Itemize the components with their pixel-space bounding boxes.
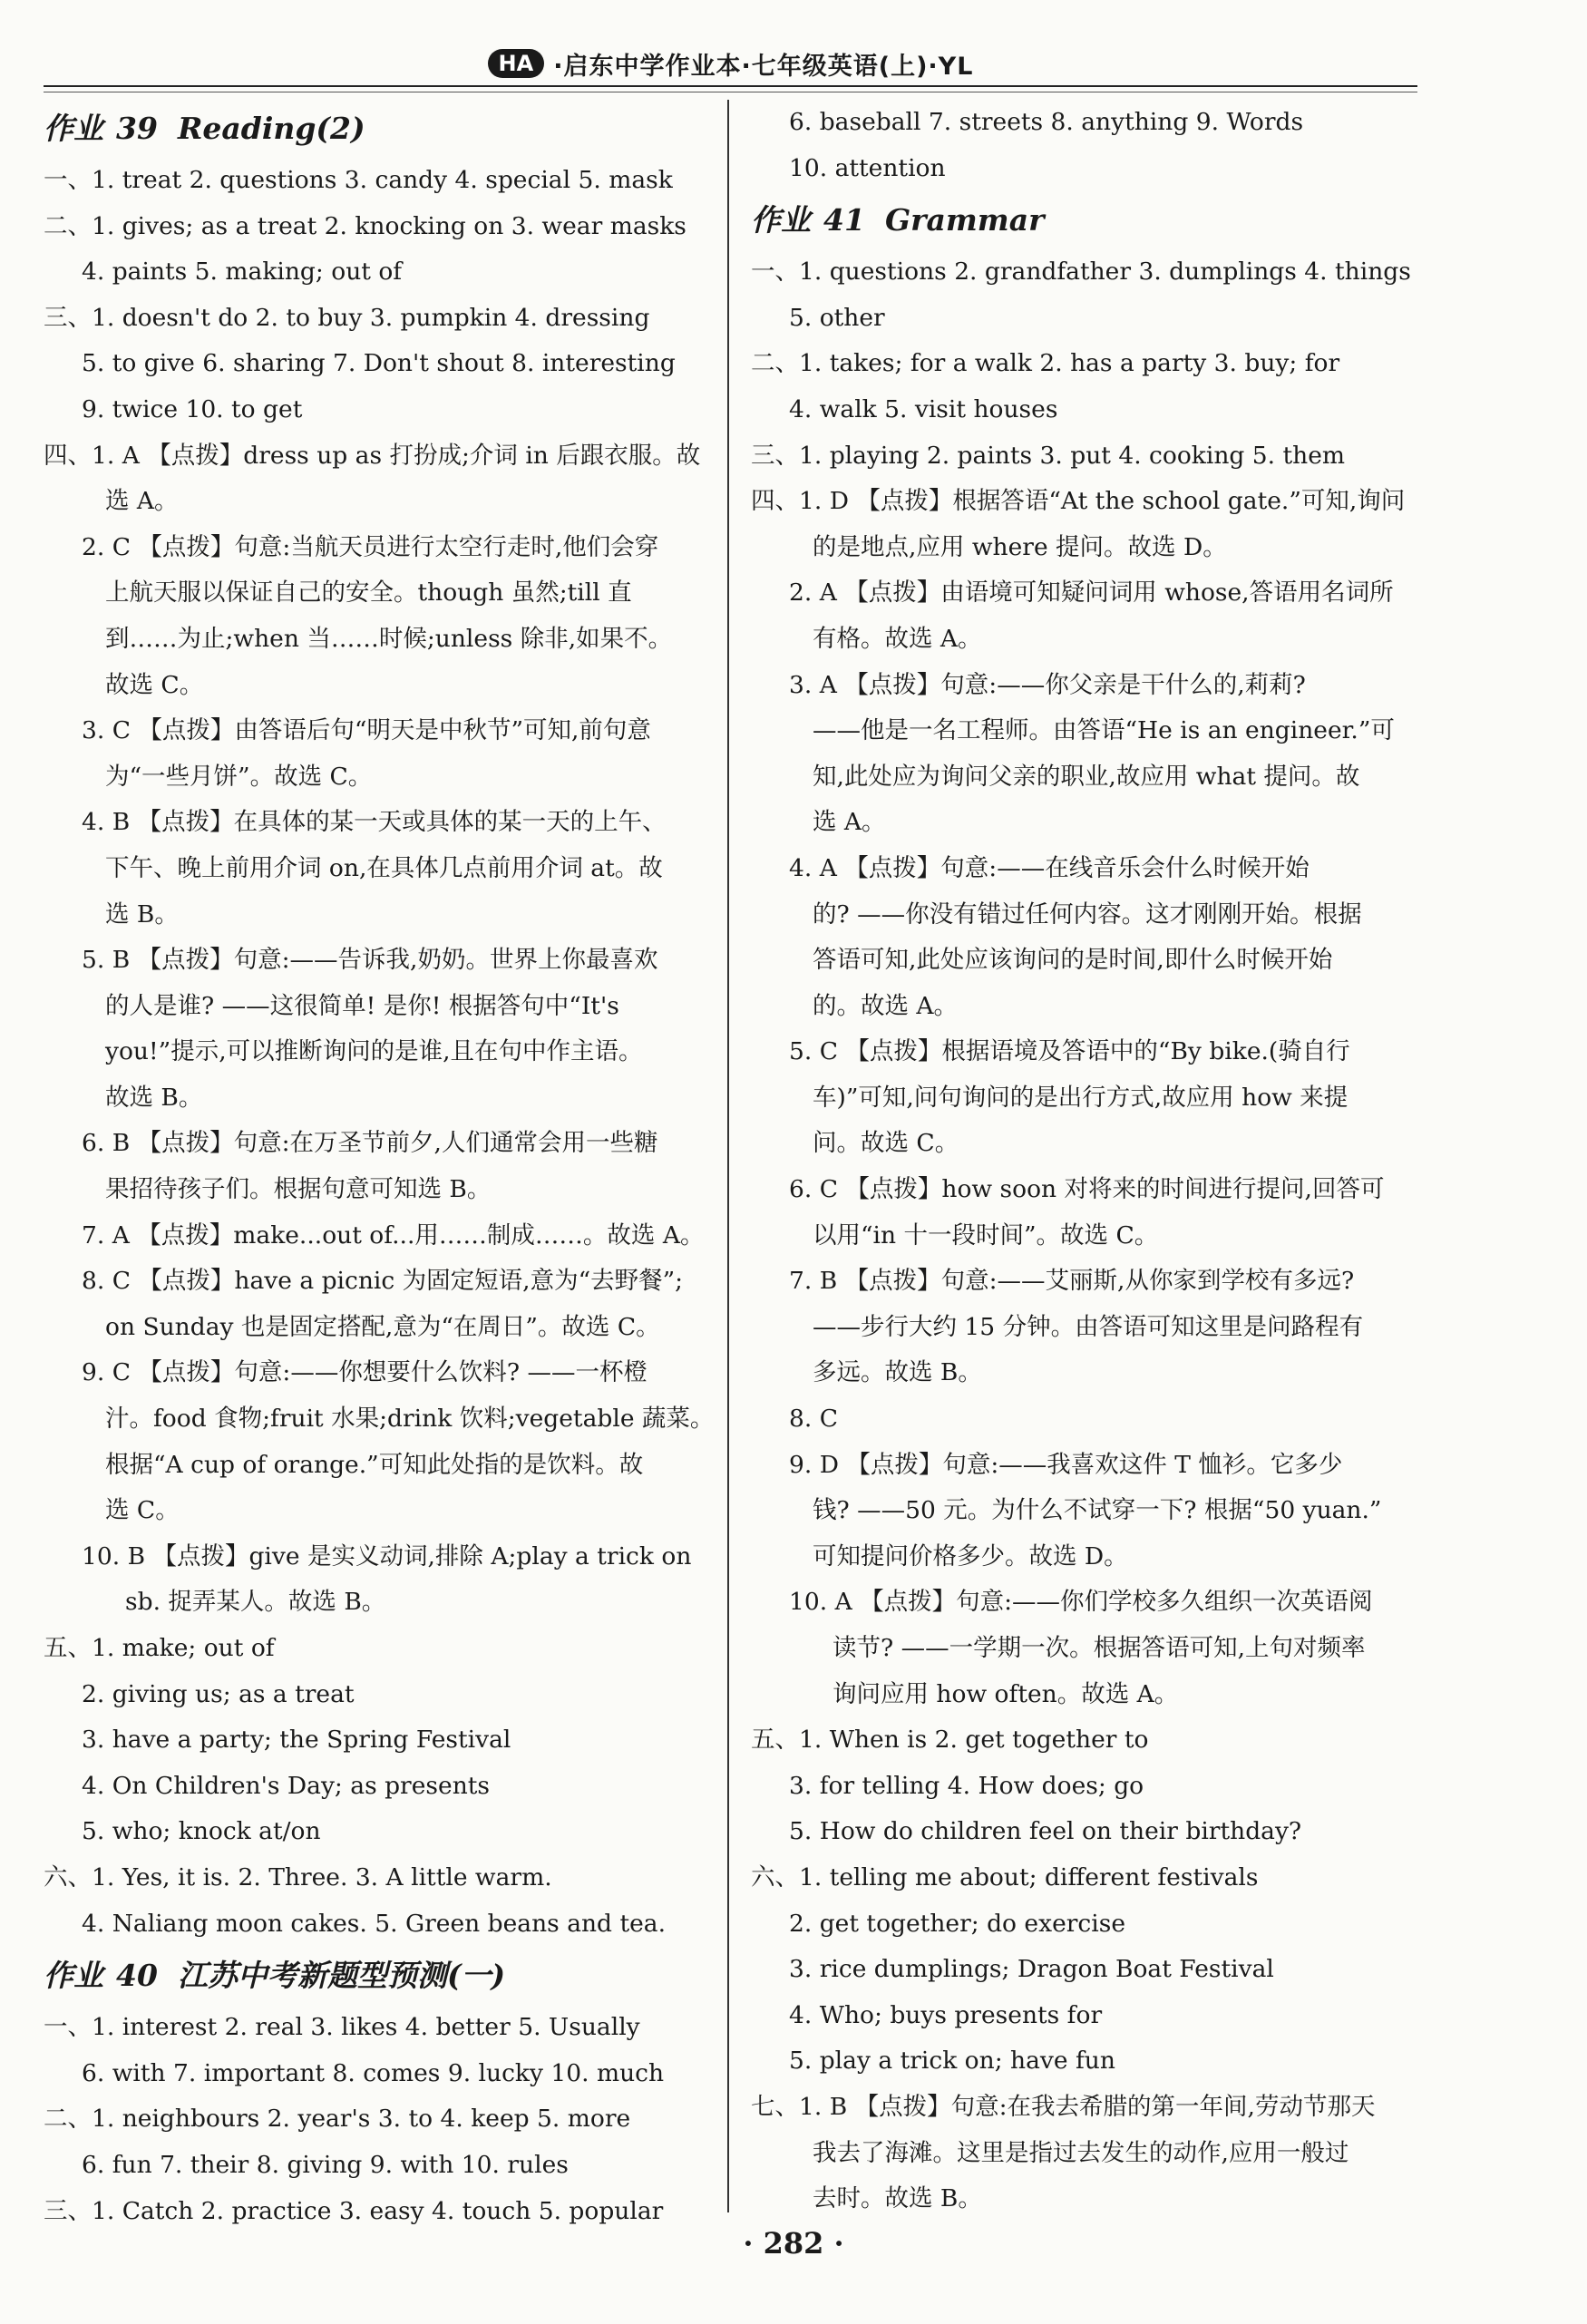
- answer-line: 4. A 【点拨】句意:——在线音乐会什么时候开始: [789, 853, 1310, 882]
- answer-line: 3. rice dumplings; Dragon Boat Festival: [789, 1955, 1274, 1984]
- answer-line: 8. C: [789, 1405, 838, 1434]
- answer-line: 5. other: [789, 303, 885, 332]
- answer-line: 多远。故选 B。: [813, 1358, 982, 1387]
- answer-line: 可知提问价格多少。故选 D。: [813, 1541, 1128, 1570]
- section-title: Grammar: [884, 202, 1045, 238]
- answer-line: 4. walk 5. visit houses: [789, 394, 1058, 423]
- answer-line: 2. A 【点拨】由语境可知疑问词用 whose,答语用名词所: [789, 579, 1394, 608]
- answer-line: 一、1. interest 2. real 3. likes 4. better 5. Usually: [44, 2013, 640, 2042]
- answer-line: 车)”可知,问句询问的是出行方式,故应用 how 来提: [813, 1083, 1348, 1112]
- answer-line: 去时。故选 B。: [813, 2184, 982, 2213]
- answer-line: 10. A 【点拨】句意:——你们学校多久组织一次英语阅: [789, 1588, 1373, 1617]
- answer-line: 上航天服以保证自己的安全。though 虽然;till 直: [105, 579, 632, 608]
- answer-line: 故选 B。: [105, 1083, 203, 1112]
- homework-label: 作业: [751, 202, 811, 238]
- answer-line: 4. B 【点拨】在具体的某一天或具体的某一天的上午、: [82, 808, 667, 837]
- answer-line: 4. Naliang moon cakes. 5. Green beans and tea.: [82, 1909, 666, 1938]
- answer-line: 9. twice 10. to get: [82, 394, 303, 423]
- answer-line: 三、1. Catch 2. practice 3. easy 4. touch 5. popular: [44, 2196, 664, 2225]
- answer-line: 7. B 【点拨】句意:——艾丽斯,从你家到学校有多远?: [789, 1267, 1355, 1296]
- answer-line: 6. C 【点拨】how soon 对将来的时间进行提问,回答可: [789, 1175, 1385, 1204]
- section-heading: [751, 191, 1424, 249]
- answer-line: 10. B 【点拨】give 是实义动词,排除 A;play a trick on: [82, 1541, 692, 1570]
- answer-line: ——他是一名工程师。由答语“He is an engineer.”可: [813, 716, 1395, 745]
- answer-line: 的是地点,应用 where 提问。故选 D。: [813, 532, 1227, 561]
- answer-line: 根据“A cup of orange.”可知此处指的是饮料。故: [105, 1450, 644, 1479]
- answer-line: 3. have a party; the Spring Festival: [82, 1726, 511, 1755]
- answer-line: 以用“in 十一段时间”。故选 C。: [813, 1220, 1159, 1250]
- answer-line: on Sunday 也是固定搭配,意为“在周日”。故选 C。: [105, 1312, 660, 1341]
- answer-line: 3. A 【点拨】句意:——你父亲是干什么的,莉莉?: [789, 670, 1306, 699]
- answer-line: 故选 C。: [105, 670, 204, 699]
- section-heading: [44, 100, 707, 158]
- answer-line: sb. 捉弄某人。故选 B。: [125, 1588, 386, 1617]
- answer-line: 询问应用 how often。故选 A。: [832, 1679, 1179, 1708]
- answer-line: 选 B。: [105, 899, 179, 929]
- answer-line: 6. fun 7. their 8. giving 9. with 10. rules: [82, 2150, 569, 2179]
- answer-line: 5. to give 6. sharing 7. Don't shout 8. interesting: [82, 349, 676, 378]
- answer-line: 6. B 【点拨】句意:在万圣节前夕,人们通常会用一些糖: [82, 1129, 658, 1158]
- answer-line: 5. C 【点拨】根据语境及答语中的“By bike.(骑自行: [789, 1037, 1350, 1066]
- answer-line: 四、1. A 【点拨】dress up as 打扮成;介词 in 后跟衣服。故: [44, 441, 701, 470]
- answer-line: 10. attention: [789, 153, 946, 182]
- answer-line: 三、1. playing 2. paints 3. put 4. cooking 5. them: [751, 441, 1346, 470]
- answer-line: 钱? ——50 元。为什么不试穿一下? 根据“50 yuan.”: [813, 1496, 1382, 1525]
- left-column: [44, 100, 715, 2234]
- answer-line: 下午、晚上前用介词 on,在具体几点前用介词 at。故: [105, 853, 663, 882]
- answer-line: 选 A。: [105, 487, 179, 516]
- answer-line: 9. D 【点拨】句意:——我喜欢这件 T 恤衫。它多少: [789, 1450, 1343, 1479]
- answer-line: ——步行大约 15 分钟。由答语可知这里是问路程有: [813, 1312, 1364, 1341]
- answer-line: 果招待孩子们。根据句意可知选 B。: [105, 1175, 492, 1204]
- answer-line: 5. who; knock at/on: [82, 1817, 321, 1846]
- answer-line: 七、1. B 【点拨】句意:在我去希腊的第一年间,劳动节那天: [751, 2092, 1376, 2121]
- answer-line: 2. C 【点拨】句意:当航天员进行太空行走时,他们会穿: [82, 532, 659, 561]
- answer-line: 二、1. neighbours 2. year's 3. to 4. keep 5. more: [44, 2105, 631, 2134]
- answer-line: 二、1. takes; for a walk 2. has a party 3. buy; for: [751, 349, 1340, 378]
- answer-line: 的。故选 A。: [813, 991, 959, 1020]
- publisher-badge: HA: [488, 49, 545, 78]
- answer-line: 汁。food 食物;fruit 水果;drink 饮料;vegetable 蔬菜。: [105, 1405, 715, 1434]
- answer-line: 9. C 【点拨】句意:——你想要什么饮料? ——一杯橙: [82, 1358, 647, 1387]
- answer-line: 我去了海滩。这里是指过去发生的动作,应用一般过: [813, 2138, 1349, 2167]
- answer-line: 3. for telling 4. How does; go: [789, 1771, 1144, 1800]
- answer-line: 六、1. telling me about; different festivals: [751, 1862, 1259, 1891]
- answer-line: 答语可知,此处应该询问的是时间,即什么时候开始: [813, 946, 1333, 975]
- answer-line: 6. baseball 7. streets 8. anything 9. Words: [789, 108, 1304, 136]
- answer-line: 三、1. doesn't do 2. to buy 3. pumpkin 4. dressing: [44, 303, 650, 332]
- section-title: Reading(2): [177, 111, 365, 146]
- answer-line: 6. with 7. important 8. comes 9. lucky 10. much: [82, 2058, 665, 2087]
- answer-line: 5. How do children feel on their birthday?: [789, 1817, 1302, 1846]
- answer-line: 读节? ——一学期一次。根据答语可知,上句对频率: [832, 1634, 1366, 1662]
- answer-line: 有格。故选 A。: [813, 624, 982, 653]
- right-column: [751, 100, 1424, 2222]
- answer-line: 2. giving us; as a treat: [82, 1679, 355, 1708]
- section-title: 江苏中考新题型预测(一): [177, 1958, 506, 1994]
- answer-line: 8. C 【点拨】have a picnic 为固定短语,意为“去野餐”;: [82, 1267, 684, 1296]
- homework-label: 作业: [44, 1958, 103, 1994]
- answer-line: 3. C 【点拨】由答语后句“明天是中秋节”可知,前句意: [82, 716, 651, 745]
- answer-line: 四、1. D 【点拨】根据答语“At the school gate.”可知,询问: [751, 487, 1406, 516]
- book-title: ·启东中学作业本·七年级英语(上)·YL: [553, 52, 974, 81]
- answer-line: 7. A 【点拨】make...out of...用……制成……。故选 A。: [82, 1220, 705, 1250]
- answer-line: 4. Who; buys presents for: [789, 2000, 1103, 2029]
- answer-line: 二、1. gives; as a treat 2. knocking on 3. wear masks: [44, 211, 686, 240]
- answer-line: you!”提示,可以推断询问的是谁,且在句中作主语。: [105, 1037, 643, 1066]
- answer-line: 五、1. make; out of: [44, 1634, 275, 1662]
- answer-line: 选 A。: [813, 808, 886, 837]
- homework-number: 41: [823, 202, 865, 238]
- answer-line: 到……为止;when 当……时候;unless 除非,如果不。: [105, 624, 673, 653]
- answer-line: 4. paints 5. making; out of: [82, 258, 403, 287]
- page-header: [44, 40, 1417, 87]
- answer-line: 知,此处应为询问父亲的职业,故应用 what 提问。故: [813, 762, 1360, 791]
- homework-label: 作业: [44, 111, 103, 146]
- answer-line: 一、1. treat 2. questions 3. candy 4. special 5. mask: [44, 166, 673, 194]
- answer-line: 5. play a trick on; have fun: [789, 2047, 1115, 2076]
- answer-line: 一、1. questions 2. grandfather 3. dumplings 4. things: [751, 258, 1411, 287]
- homework-number: 40: [116, 1958, 158, 1994]
- page-number: · 282 ·: [743, 2226, 844, 2261]
- answer-line: 的人是谁? ——这很简单! 是你! 根据答句中“It's: [105, 991, 619, 1020]
- homework-number: 39: [116, 111, 158, 146]
- section-heading: [44, 1947, 707, 2005]
- answer-line: 4. On Children's Day; as presents: [82, 1771, 491, 1800]
- answer-line: 六、1. Yes, it is. 2. Three. 3. A little warm.: [44, 1862, 552, 1891]
- answer-line: 问。故选 C。: [813, 1129, 959, 1158]
- column-divider: [727, 100, 729, 2212]
- answer-line: 的? ——你没有错过任何内容。这才刚刚开始。根据: [813, 899, 1362, 929]
- answer-line: 为“一些月饼”。故选 C。: [105, 762, 373, 791]
- answer-line: 2. get together; do exercise: [789, 1909, 1126, 1938]
- answer-line: 五、1. When is 2. get together to: [751, 1726, 1149, 1755]
- header-rule: [44, 85, 1417, 87]
- answer-line: 选 C。: [105, 1496, 180, 1525]
- answer-line: 5. B 【点拨】句意:——告诉我,奶奶。世界上你最喜欢: [82, 946, 658, 975]
